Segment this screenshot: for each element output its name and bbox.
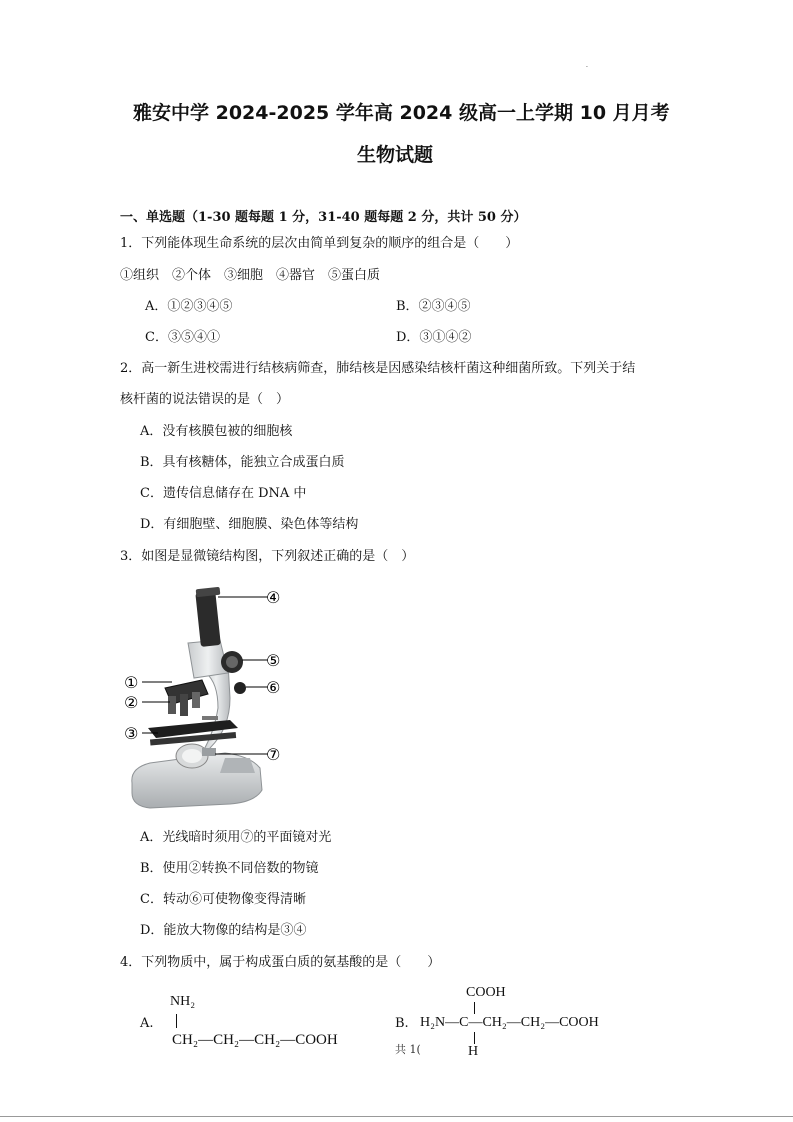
microscope-figure — [110, 578, 310, 818]
q4-option-b-bottom: H — [468, 1044, 479, 1059]
q4-option-b-chain: H₂N—C—CH₂—CH₂—COOH — [420, 1015, 599, 1030]
q3-option-c: C．转动⑥可使物像变得清晰 — [140, 892, 306, 907]
q2-option-a: A．没有核膜包被的细胞核 — [140, 424, 293, 439]
q3-option-a: A．光线暗时须用⑦的平面镜对光 — [140, 830, 332, 845]
q4-option-b-bond-top — [474, 1002, 475, 1014]
label-7: ⑦ — [266, 745, 281, 764]
label-2: ② — [124, 693, 139, 712]
q4-option-a-label: A. — [140, 1016, 154, 1031]
label-5: ⑤ — [266, 651, 281, 670]
corner-mark: . — [586, 62, 588, 69]
q2-option-d: D．有细胞壁、细胞膜、染色体等结构 — [140, 517, 359, 532]
q1-option-c: C．③⑤④① — [145, 330, 220, 345]
q2-option-b: B．具有核糖体，能独立合成蛋白质 — [140, 455, 345, 470]
label-3: ③ — [124, 724, 139, 743]
label-1: ① — [124, 673, 139, 692]
q4-option-b-label: B. — [395, 1016, 409, 1031]
q2-option-c: C．遗传信息储存在 DNA 中 — [140, 486, 307, 501]
q1-option-b: B．②③④⑤ — [396, 299, 471, 314]
q1-stem: 1．下列能体现生命系统的层次由简单到复杂的顺序的组合是（ ） — [120, 236, 519, 251]
page-subtitle: 生物试题 — [357, 144, 434, 166]
q2-stem-line2: 核杆菌的说法错误的是（ ） — [120, 392, 290, 407]
q1-option-d: D．③①④② — [396, 330, 472, 345]
q4-option-a-top: NH₂ — [170, 994, 196, 1009]
q1-option-a: A．①②③④⑤ — [145, 299, 233, 314]
q4-option-b-top: COOH — [466, 985, 506, 1000]
q4-option-b-bond-bottom — [474, 1032, 475, 1044]
q4-stem: 4．下列物质中，属于构成蛋白质的氨基酸的是（ ） — [120, 955, 441, 970]
page-footer: 共 1( — [395, 1043, 421, 1056]
q1-items: ①组织 ②个体 ③细胞 ④器官 ⑤蛋白质 — [120, 268, 381, 283]
q3-option-d: D．能放大物像的结构是③④ — [140, 923, 307, 938]
section-heading: 一、单选题（1-30 题每题 1 分，31-40 题每题 2 分，共计 50 分） — [120, 210, 527, 225]
q4-option-a-chain: CH₂—CH₂—CH₂—COOH — [172, 1032, 338, 1048]
q3-option-b: B．使用②转换不同倍数的物镜 — [140, 861, 319, 876]
q2-stem-line1: 2．高一新生进校需进行结核病筛查，肺结核是因感染结核杆菌这种细菌所致。下列关于结 — [120, 361, 636, 376]
page-title: 雅安中学 2024-2025 学年高 2024 级高一上学期 10 月月考 — [133, 102, 670, 124]
q4-option-a-bond — [176, 1014, 177, 1028]
page-bottom-divider — [0, 1116, 793, 1117]
q3-stem: 3．如图是显微镜结构图，下列叙述正确的是（ ） — [120, 549, 415, 564]
label-6: ⑥ — [266, 678, 281, 697]
label-4: ④ — [266, 588, 281, 607]
